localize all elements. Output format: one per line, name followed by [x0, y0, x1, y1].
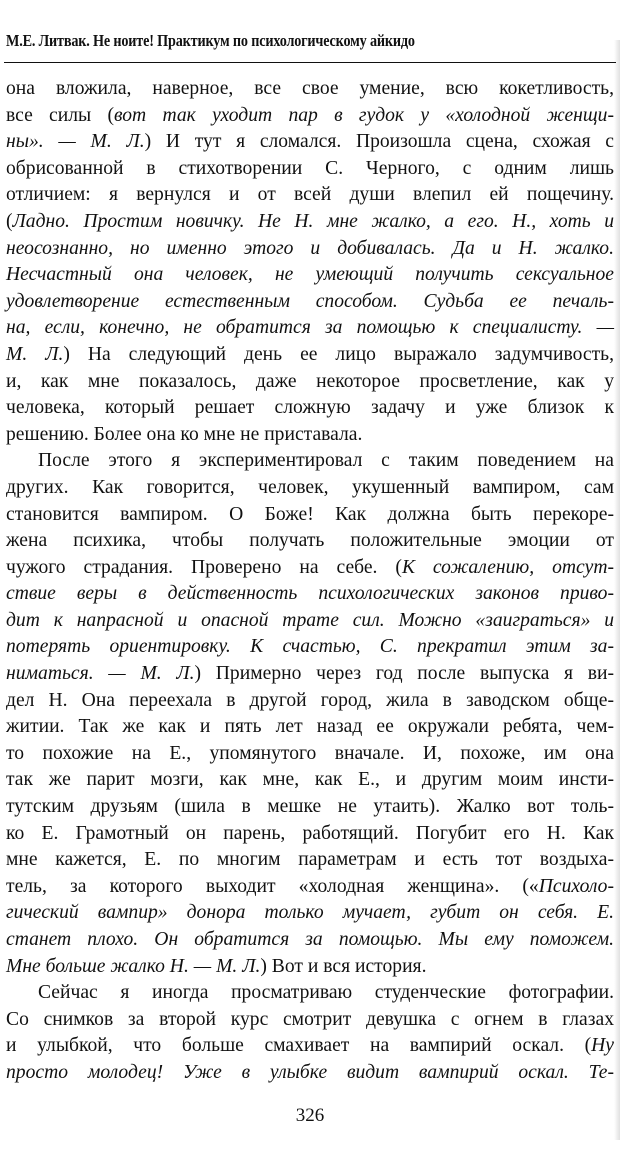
text-line [6, 1060, 614, 1087]
italic-run: дит к напрасной и опасной трате сил. Можно «заиграться» и [6, 609, 614, 631]
paragraph [6, 76, 614, 448]
text-run: становится вампиром. О Боже! Как должна быть перекоре- [6, 503, 614, 525]
page-number: 326 [295, 1105, 325, 1126]
italic-run: ниматься. — М. Л. [6, 663, 195, 685]
text-line [6, 1033, 614, 1060]
paragraph [6, 448, 614, 980]
text-line [6, 634, 614, 661]
text-line [6, 289, 614, 316]
text-line [6, 448, 614, 475]
text-line [6, 422, 614, 449]
italic-run: удовлетворение естественным способом. Судьба ее печаль- [6, 290, 614, 312]
text-line [6, 475, 614, 502]
text-run: так же парит мозги, как мне, как Е., и другим моим инсти- [6, 769, 614, 791]
text-line [6, 555, 614, 582]
text-line [6, 76, 614, 103]
text-line [6, 262, 614, 289]
text-line [6, 182, 614, 209]
text-line [6, 661, 614, 688]
text-run: и, как мне показалось, даже некоторое просветление, как у [6, 370, 614, 392]
italic-run: станет плохо. Он обратится за помощью. Мы ему поможем. [6, 929, 614, 950]
text-line [6, 156, 614, 183]
text-line [6, 342, 614, 369]
text-run: После этого я экспериментировал с таким поведением на [38, 450, 614, 472]
text-line [6, 767, 614, 794]
running-header: М.Е. Литвак. Не ноите! Практикум по психологическому айкидо [6, 31, 415, 50]
text-line [6, 794, 614, 821]
text-line [6, 129, 614, 156]
italic-run: гический вампир» донора только мучает, губит он себя. Е. [6, 902, 614, 924]
text-line [6, 927, 614, 954]
text-line [6, 369, 614, 396]
text-line [6, 714, 614, 741]
italic-run: вот так уходит пар в гудок у «холодной женщи- [114, 104, 614, 126]
text-line [6, 688, 614, 715]
text-line [6, 900, 614, 927]
italic-run: Ладно. Простим новичку. Не Н. мне жалко, а его. Н., хоть и [12, 210, 614, 232]
italic-run: ны». — М. Л. [6, 131, 145, 153]
text-run: ко Е. Грамотный он парень, работящий. Погубит его Н. Как [6, 822, 614, 844]
text-line [6, 1007, 614, 1034]
text-line [6, 847, 614, 874]
italic-run: на, если, конечно, не обратится за помощью к специалисту. — [6, 317, 614, 339]
italic-run: Несчастный она человек, не умеющий получить сексуальное [6, 264, 614, 286]
text-run: Сейчас я иногда просматриваю студенческие фотографии. [38, 982, 614, 1004]
text-run: все силы ( [6, 104, 114, 126]
italic-run: просто молодец! Уже в улыбке видит вампирий оскал. Те- [6, 1061, 614, 1083]
text-line [6, 209, 614, 236]
text-line [6, 395, 614, 422]
text-run: она вложила, наверное, все свое умение, всю кокетливость, [6, 78, 614, 99]
text-run: дел Н. Она переехала в другой город, жила в заводском обще- [6, 689, 614, 711]
italic-run: Мне больше жалко Н. — М. Л. [6, 955, 261, 977]
text-run: чужого страдания. Проверено на себе. ( [6, 556, 402, 578]
text-run: ) И тут я сломался. Произошла сцена, схожая с [144, 131, 614, 153]
italic-run: неосознанно, но именно этого и добивалась. Да и Н. жалко. [6, 237, 614, 259]
text-run: то похожие на Е., упомянутого вначале. И, похоже, им она [6, 742, 614, 764]
text-run: Со снимков за второй курс смотрит девушка с огнем в глазах [6, 1008, 614, 1030]
text-run: и улыбкой, что больше смахивает на вампирий оскал. ( [6, 1035, 592, 1057]
text-line [6, 581, 614, 608]
text-run: ) Вот и вся история. [260, 955, 427, 977]
text-line [6, 980, 614, 1007]
text-line [6, 103, 614, 130]
text-run: тель, за которого выходит «холодная женщина». (« [6, 875, 539, 897]
text-line [6, 741, 614, 768]
paragraph [6, 980, 614, 1086]
text-line [6, 236, 614, 263]
page-edge-shadow [614, 40, 620, 1140]
text-line [6, 502, 614, 529]
text-run: ) На следующий день ее лицо выражало задумчивость, [63, 343, 614, 365]
text-line [6, 954, 614, 981]
text-run: обрисованной в стихотворении С. Черного, с одним лишь [6, 157, 614, 179]
italic-run: ствие веры в действенность психологических законов приво- [6, 583, 614, 605]
italic-run: Психоло- [538, 875, 614, 897]
text-line [6, 315, 614, 342]
text-run: мне кажется, Е. по многим параметрам и есть тот воздыха- [6, 849, 614, 871]
text-run: других. Как говорится, человек, укушенный вампиром, сам [6, 476, 614, 498]
text-run: тутским друзьям (шила в мешке не утаить). Жалко вот толь- [6, 796, 614, 818]
italic-run: потерять ориентировку. К счастью, С. прекратил этим за- [6, 636, 614, 658]
text-run: человека, который решает сложную задачу и уже близок к [6, 397, 614, 419]
text-run: житии. Так же как и пять лет назад ее окружали ребята, чем- [6, 716, 614, 738]
text-run: решению. Более она ко мне не приставала. [6, 423, 363, 445]
body-text [6, 76, 614, 1087]
header-rule [4, 62, 616, 63]
italic-run: Ну [591, 1035, 614, 1057]
text-line [6, 608, 614, 635]
text-run: отличием: я вернулся и от всей души влепил ей пощечину. [6, 184, 614, 206]
text-run: ( [6, 210, 13, 232]
text-line [6, 821, 614, 848]
italic-run: К сожалению, отсут- [401, 556, 614, 578]
text-line [6, 528, 614, 555]
text-line [6, 874, 614, 901]
italic-run: М. Л. [6, 343, 64, 365]
text-run: ) Примерно через год после выпуска я ви- [194, 663, 614, 685]
text-run: жена психика, чтобы получать положительные эмоции от [6, 530, 614, 552]
